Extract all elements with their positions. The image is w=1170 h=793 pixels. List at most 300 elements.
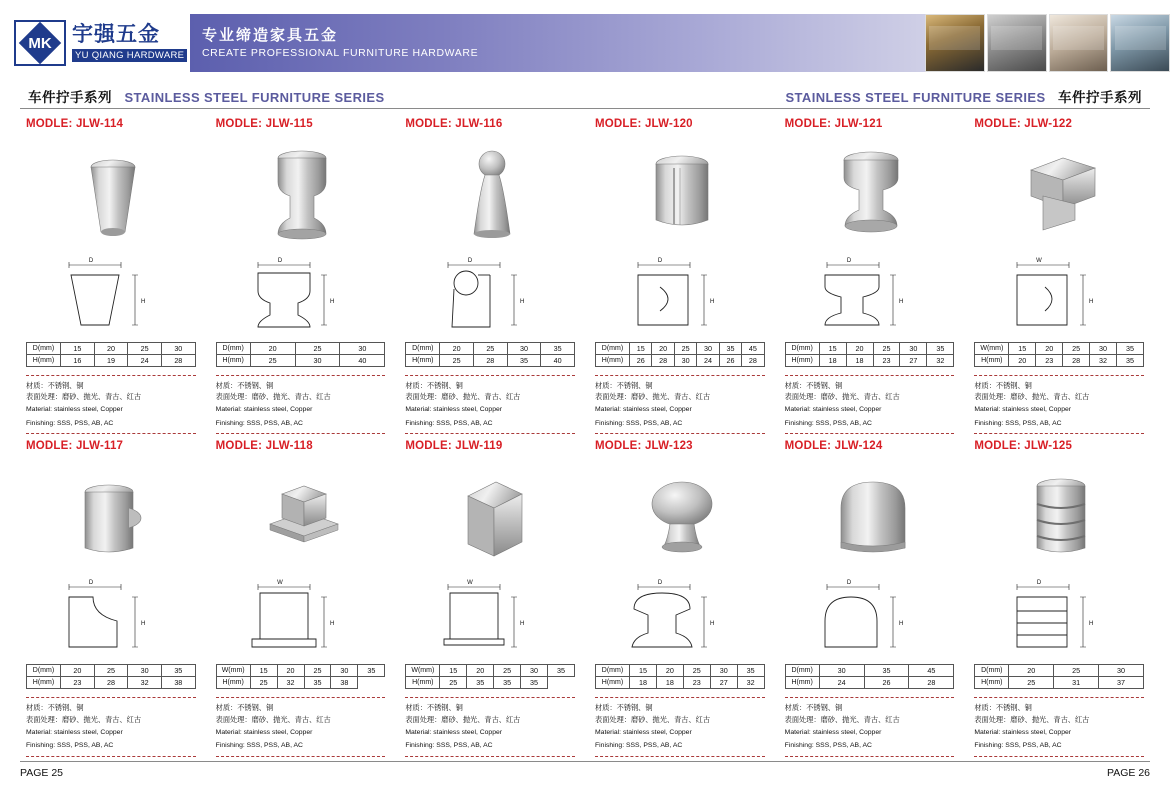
note-en-material: Material: stainless steel, Copper <box>784 406 882 414</box>
note-cn-material: 材质：不锈钢、铜 <box>405 381 463 390</box>
spec-value: 25 <box>674 343 696 355</box>
spec-row-label: H(mm) <box>27 355 61 367</box>
spec-value: 26 <box>719 355 741 367</box>
spec-value: 25 <box>494 665 521 677</box>
product-cell <box>399 118 581 434</box>
spec-value: 35 <box>161 665 195 677</box>
product-cell <box>399 440 581 756</box>
product-notes <box>974 375 1144 434</box>
spec-value: 30 <box>710 665 737 677</box>
kitchen-photo-4 <box>1110 14 1170 72</box>
table-row <box>596 343 765 355</box>
footer-divider <box>20 761 1150 762</box>
svg-text:H: H <box>709 621 715 628</box>
spec-value: 20 <box>656 665 683 677</box>
product-notes <box>785 375 955 434</box>
spec-value: 35 <box>521 677 548 689</box>
product-model-title: MODLE: JLW-116 <box>405 118 503 130</box>
note-cn-material: 材质：不锈钢、铜 <box>215 703 274 713</box>
spec-value: 35 <box>1117 355 1144 367</box>
note-cn-material: 材质：不锈钢、铜 <box>26 703 84 713</box>
product-model-title: MODLE: JLW-120 <box>595 118 693 130</box>
logo-chinese-name: 宇强五金 <box>72 23 160 47</box>
spec-value: 30 <box>819 665 864 677</box>
spec-value: 16 <box>61 355 95 367</box>
spec-value: 45 <box>909 665 954 677</box>
spec-value: 25 <box>1009 677 1054 689</box>
spec-value: 35 <box>541 343 575 355</box>
spec-value: 15 <box>61 343 95 355</box>
table-row <box>216 343 385 355</box>
product-cell <box>20 440 202 756</box>
spec-value: 26 <box>630 355 652 367</box>
table-row <box>785 343 954 355</box>
product-technical-drawing <box>785 252 955 340</box>
spec-value: 25 <box>473 343 507 355</box>
spec-value: 20 <box>440 343 474 355</box>
spec-value: 20 <box>277 665 304 677</box>
product-technical-drawing <box>405 252 575 340</box>
note-cn-finish: 表面处理：磨砂、抛光、青古、红古 <box>215 714 331 724</box>
product-cell <box>210 440 392 756</box>
series-divider <box>20 108 1150 109</box>
page-number-right: PAGE 26 <box>1107 767 1150 779</box>
spec-table <box>216 664 386 689</box>
spec-value: 28 <box>1063 355 1090 367</box>
spec-row-label: D(mm) <box>216 343 250 355</box>
table-row <box>27 665 196 677</box>
spec-row-label: H(mm) <box>406 355 440 367</box>
product-model-title: MODLE: JLW-119 <box>405 440 503 453</box>
note-cn-finish: 表面处理：磨砂、抛光、青古、红古 <box>405 714 521 724</box>
svg-text:H: H <box>709 299 715 305</box>
svg-text:H: H <box>520 621 525 628</box>
spec-value: 25 <box>250 677 277 689</box>
spec-value: 32 <box>737 677 764 689</box>
note-cn-material: 材质：不锈钢、铜 <box>784 703 843 713</box>
series-left-english: STAINLESS STEEL FURNITURE SERIES <box>124 90 385 105</box>
spec-value: 15 <box>630 343 652 355</box>
product-photo <box>974 456 1144 574</box>
note-en-material: Material: stainless steel, Copper <box>26 406 123 414</box>
spec-value: 30 <box>1099 665 1144 677</box>
spec-value: 38 <box>161 677 195 689</box>
spec-value: 25 <box>873 343 900 355</box>
spec-row-label: H(mm) <box>975 355 1009 367</box>
spec-value: 23 <box>683 677 710 689</box>
spec-value: 25 <box>440 355 474 367</box>
table-row <box>975 665 1144 677</box>
spec-row-label: H(mm) <box>27 677 61 689</box>
series-left-chinese: 车件拧手系列 <box>28 90 112 105</box>
table-row <box>27 355 196 367</box>
spec-row-label: D(mm) <box>27 343 61 355</box>
spec-table <box>216 342 386 367</box>
banner-chinese-slogan: 专业缔造家具五金 <box>202 27 339 44</box>
product-cell <box>589 118 771 434</box>
spec-value: 31 <box>1054 677 1099 689</box>
product-technical-drawing <box>595 574 765 662</box>
product-model-title: MODLE: JLW-124 <box>784 440 883 453</box>
product-technical-drawing <box>595 252 765 340</box>
product-photo <box>785 134 955 252</box>
product-notes <box>785 697 955 756</box>
svg-text:H: H <box>1089 299 1094 305</box>
spec-value: 28 <box>161 355 195 367</box>
svg-text:H: H <box>140 621 146 628</box>
spec-value: 35 <box>719 343 741 355</box>
spec-row-label: W(mm) <box>406 665 440 677</box>
spec-value: 15 <box>250 665 277 677</box>
spec-value: 18 <box>819 355 846 367</box>
spec-value: 18 <box>846 355 873 367</box>
svg-text:D: D <box>88 258 93 264</box>
table-row <box>596 677 765 689</box>
spec-value: 19 <box>94 355 128 367</box>
page-number-left: PAGE 25 <box>20 767 63 779</box>
svg-text:H: H <box>520 299 525 305</box>
spec-value: 25 <box>128 343 162 355</box>
spec-value: 25 <box>304 665 331 677</box>
product-technical-drawing <box>785 574 955 662</box>
table-row <box>216 677 385 689</box>
spec-row-label: H(mm) <box>975 677 1009 689</box>
svg-text:D: D <box>847 580 852 587</box>
note-en-material: Material: stainless steel, Copper <box>784 728 882 736</box>
series-right-chinese: 车件拧手系列 <box>1058 90 1142 105</box>
spec-table <box>974 664 1144 689</box>
spec-row-label: H(mm) <box>216 355 250 367</box>
spec-row-label: D(mm) <box>785 343 819 355</box>
spec-value: 30 <box>340 343 385 355</box>
logo-diamond-icon <box>14 20 66 66</box>
spec-table <box>405 664 575 689</box>
spec-value: 35 <box>507 355 541 367</box>
product-model-title: MODLE: JLW-122 <box>974 118 1073 130</box>
spec-value: 15 <box>1009 343 1036 355</box>
product-model-title: MODLE: JLW-115 <box>215 118 313 130</box>
spec-value: 35 <box>304 677 331 689</box>
table-row <box>27 343 196 355</box>
note-cn-finish: 表面处理：磨砂、抛光、青古、红古 <box>405 392 521 402</box>
spec-value: 35 <box>467 677 494 689</box>
product-photo <box>26 456 196 574</box>
spec-table <box>785 664 955 689</box>
spec-row-label: D(mm) <box>785 665 819 677</box>
spec-value: 24 <box>819 677 864 689</box>
product-cell <box>589 440 771 756</box>
product-cell <box>968 118 1150 434</box>
svg-text:D: D <box>88 580 93 587</box>
spec-value: 20 <box>467 665 494 677</box>
note-en-finish: Finishing: SSS, PSS, AB, AC <box>974 419 1062 427</box>
note-cn-finish: 表面处理：磨砂、抛光、青古、红古 <box>595 714 711 724</box>
logo-wordmark <box>72 24 187 61</box>
svg-text:W: W <box>277 580 284 587</box>
table-row <box>975 355 1144 367</box>
kitchen-photo-2 <box>987 14 1047 72</box>
table-row <box>785 665 954 677</box>
spec-value: 20 <box>1036 343 1063 355</box>
product-photo <box>26 134 196 252</box>
svg-text:D: D <box>467 258 473 264</box>
series-title-left <box>28 86 385 107</box>
product-model-title: MODLE: JLW-121 <box>784 118 883 130</box>
spec-value: 28 <box>473 355 507 367</box>
spec-table <box>974 342 1144 367</box>
note-cn-material: 材质：不锈钢、铜 <box>974 381 1032 390</box>
note-en-finish: Finishing: SSS, PSS, AB, AC <box>595 419 683 427</box>
svg-text:D: D <box>278 258 283 264</box>
product-model-title: MODLE: JLW-118 <box>215 440 313 453</box>
note-en-finish: Finishing: SSS, PSS, AB, AC <box>405 742 493 750</box>
note-en-finish: Finishing: SSS, PSS, AB, AC <box>784 419 872 427</box>
spec-value: 23 <box>1036 355 1063 367</box>
svg-text:W: W <box>467 580 473 587</box>
spec-row-label: H(mm) <box>785 677 819 689</box>
spec-value: 28 <box>742 355 764 367</box>
spec-value: 35 <box>494 677 521 689</box>
note-cn-finish: 表面处理：磨砂、抛光、青古、红古 <box>784 714 900 724</box>
product-model-title: MODLE: JLW-114 <box>26 118 124 130</box>
product-cell <box>968 440 1150 756</box>
note-cn-finish: 表面处理：磨砂、抛光、青古、红古 <box>784 392 900 402</box>
product-notes <box>26 697 196 756</box>
note-en-material: Material: stainless steel, Copper <box>215 406 313 414</box>
table-row <box>785 677 954 689</box>
series-right-english: STAINLESS STEEL FURNITURE SERIES <box>785 90 1046 105</box>
series-bar <box>20 84 1150 110</box>
product-photo <box>405 134 575 252</box>
product-notes <box>216 697 386 756</box>
spec-row-label: H(mm) <box>596 355 630 367</box>
spec-value: 20 <box>1009 355 1036 367</box>
svg-text:H: H <box>899 621 904 628</box>
logo-english-name: YU QIANG HARDWARE <box>72 49 187 62</box>
spec-value: 40 <box>340 355 385 367</box>
spec-value: 25 <box>440 677 467 689</box>
note-cn-finish: 表面处理：磨砂、抛光、青古、红古 <box>215 392 331 402</box>
note-en-material: Material: stainless steel, Copper <box>595 406 692 414</box>
product-model-title: MODLE: JLW-125 <box>974 440 1073 453</box>
spec-value: 30 <box>900 343 927 355</box>
spec-table <box>785 342 955 367</box>
spec-value: 20 <box>61 665 95 677</box>
spec-row-label: D(mm) <box>975 665 1009 677</box>
note-cn-material: 材质：不锈钢、铜 <box>215 381 274 390</box>
spec-value: 15 <box>440 665 467 677</box>
table-row <box>216 665 385 677</box>
table-row <box>596 665 765 677</box>
note-en-finish: Finishing: SSS, PSS, AB, AC <box>26 419 114 427</box>
spec-row-label: D(mm) <box>27 665 61 677</box>
product-technical-drawing <box>26 252 196 340</box>
spec-value: 30 <box>295 355 340 367</box>
product-cell <box>779 440 961 756</box>
spec-row-label: D(mm) <box>596 665 630 677</box>
table-row <box>406 355 575 367</box>
spec-value: 35 <box>737 665 764 677</box>
table-row <box>406 677 575 689</box>
page-footer <box>20 761 1150 779</box>
spec-value: 25 <box>94 665 128 677</box>
spec-row-label: D(mm) <box>596 343 630 355</box>
table-row <box>975 677 1144 689</box>
note-cn-material: 材质：不锈钢、铜 <box>974 703 1032 713</box>
spec-value: 20 <box>1009 665 1054 677</box>
product-notes <box>974 697 1144 756</box>
note-en-material: Material: stainless steel, Copper <box>974 728 1072 736</box>
svg-text:H: H <box>899 299 904 305</box>
spec-table <box>26 664 196 689</box>
spec-value: 37 <box>1099 677 1144 689</box>
spec-row-label: W(mm) <box>975 343 1009 355</box>
note-en-material: Material: stainless steel, Copper <box>595 728 692 736</box>
note-cn-finish: 表面处理：磨砂、抛光、青古、红古 <box>974 392 1090 402</box>
product-technical-drawing <box>216 574 386 662</box>
table-row <box>216 355 385 367</box>
spec-value: 18 <box>630 677 657 689</box>
spec-value: 45 <box>742 343 764 355</box>
spec-table <box>595 342 765 367</box>
spec-value: 35 <box>864 665 909 677</box>
product-model-title: MODLE: JLW-123 <box>595 440 693 453</box>
spec-value: 30 <box>161 343 195 355</box>
svg-text:H: H <box>1089 621 1094 628</box>
product-notes <box>595 375 765 434</box>
svg-text:D: D <box>657 580 662 587</box>
spec-value: 18 <box>656 677 683 689</box>
product-photo <box>405 456 575 574</box>
note-cn-material: 材质：不锈钢、铜 <box>595 381 653 390</box>
note-en-finish: Finishing: SSS, PSS, AB, AC <box>784 742 872 750</box>
note-cn-finish: 表面处理：磨砂、抛光、青古、红古 <box>974 714 1090 724</box>
note-cn-finish: 表面处理：磨砂、抛光、青古、红古 <box>595 392 711 402</box>
spec-row-label: H(mm) <box>785 355 819 367</box>
series-title-right <box>785 86 1142 107</box>
note-en-finish: Finishing: SSS, PSS, AB, AC <box>974 742 1062 750</box>
product-technical-drawing <box>216 252 386 340</box>
spec-value: 30 <box>507 343 541 355</box>
spec-row-label: W(mm) <box>216 665 250 677</box>
spec-table <box>595 664 765 689</box>
spec-value: 30 <box>521 665 548 677</box>
product-technical-drawing <box>974 574 1144 662</box>
spec-value: 20 <box>846 343 873 355</box>
note-en-finish: Finishing: SSS, PSS, AB, AC <box>215 742 303 750</box>
svg-text:H: H <box>140 299 146 305</box>
spec-value: 30 <box>128 665 162 677</box>
note-en-finish: Finishing: SSS, PSS, AB, AC <box>595 742 683 750</box>
page-header <box>0 14 1170 72</box>
note-cn-material: 材质：不锈钢、铜 <box>26 381 84 390</box>
spec-value: 32 <box>927 355 954 367</box>
spec-value: 28 <box>652 355 674 367</box>
spec-value: 30 <box>331 665 358 677</box>
product-photo <box>785 456 955 574</box>
spec-value: 35 <box>927 343 954 355</box>
table-row <box>27 677 196 689</box>
note-cn-material: 材质：不锈钢、铜 <box>784 381 843 390</box>
note-en-material: Material: stainless steel, Copper <box>974 406 1072 414</box>
product-technical-drawing <box>405 574 575 662</box>
spec-value: 28 <box>94 677 128 689</box>
product-notes <box>405 697 575 756</box>
spec-value: 40 <box>541 355 575 367</box>
product-cell <box>20 118 202 434</box>
table-row <box>406 343 575 355</box>
spec-row-label: D(mm) <box>406 343 440 355</box>
spec-value: 20 <box>250 343 295 355</box>
spec-table <box>26 342 196 367</box>
table-row <box>975 343 1144 355</box>
product-grid <box>20 118 1150 757</box>
product-notes <box>26 375 196 434</box>
product-photo <box>595 456 765 574</box>
note-en-material: Material: stainless steel, Copper <box>405 728 503 736</box>
spec-value: 35 <box>548 665 575 677</box>
spec-value: 15 <box>630 665 657 677</box>
product-photo <box>216 134 386 252</box>
spec-value: 30 <box>697 343 719 355</box>
svg-text:W: W <box>1036 258 1042 264</box>
product-technical-drawing <box>974 252 1144 340</box>
header-photo-strip <box>925 14 1170 72</box>
product-notes <box>405 375 575 434</box>
product-photo <box>974 134 1144 252</box>
product-model-title: MODLE: JLW-117 <box>26 440 124 453</box>
spec-value: 26 <box>864 677 909 689</box>
spec-value: 23 <box>61 677 95 689</box>
brand-logo <box>0 14 190 72</box>
note-cn-material: 材质：不锈钢、铜 <box>405 703 463 713</box>
spec-value: 35 <box>358 665 385 677</box>
banner-english-slogan: CREATE PROFESSIONAL FURNITURE HARDWARE <box>202 47 479 59</box>
product-photo <box>595 134 765 252</box>
note-cn-material: 材质：不锈钢、铜 <box>595 703 653 713</box>
spec-table <box>405 342 575 367</box>
spec-value: 32 <box>128 677 162 689</box>
spec-value: 25 <box>1054 665 1099 677</box>
logo-monogram: MK <box>28 34 52 52</box>
spec-value: 20 <box>94 343 128 355</box>
header-banner <box>190 14 925 72</box>
spec-value: 32 <box>277 677 304 689</box>
svg-text:H: H <box>330 621 335 628</box>
product-photo <box>216 456 386 574</box>
note-en-finish: Finishing: SSS, PSS, AB, AC <box>405 419 493 427</box>
product-technical-drawing <box>26 574 196 662</box>
spec-row-label: H(mm) <box>406 677 440 689</box>
svg-text:D: D <box>1036 580 1042 587</box>
spec-row-label: H(mm) <box>216 677 250 689</box>
note-en-material: Material: stainless steel, Copper <box>215 728 313 736</box>
spec-value: 23 <box>873 355 900 367</box>
spec-value: 25 <box>295 343 340 355</box>
note-en-material: Material: stainless steel, Copper <box>26 728 123 736</box>
product-notes <box>216 375 386 434</box>
table-row <box>596 355 765 367</box>
table-row <box>785 355 954 367</box>
note-cn-finish: 表面处理：磨砂、抛光、青古、红古 <box>26 714 142 724</box>
spec-value: 28 <box>909 677 954 689</box>
svg-text:D: D <box>847 258 852 264</box>
spec-value: 20 <box>652 343 674 355</box>
table-row <box>406 665 575 677</box>
spec-value: 30 <box>1090 343 1117 355</box>
spec-value: 25 <box>683 665 710 677</box>
svg-text:D: D <box>657 258 662 264</box>
